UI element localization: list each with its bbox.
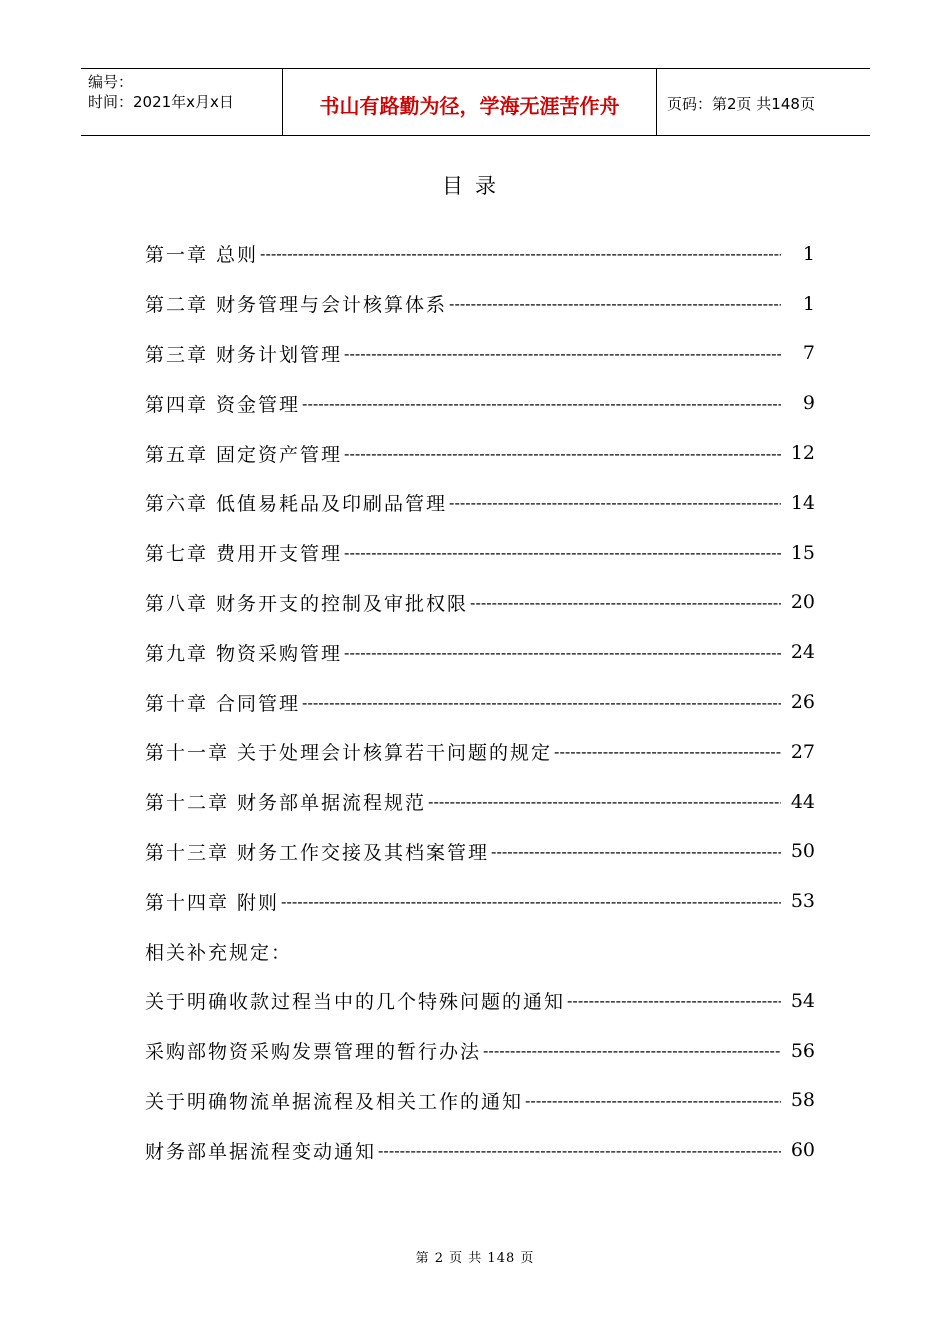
toc-entry[interactable] bbox=[145, 378, 815, 428]
toc-entry-label: 财务部单据流程变动通知 bbox=[145, 1140, 377, 1163]
header-page-info: 页码：第2页 共148页 bbox=[667, 94, 815, 113]
toc-entry[interactable] bbox=[145, 1125, 815, 1175]
toc-entry[interactable] bbox=[145, 1076, 815, 1126]
toc-entry[interactable] bbox=[145, 876, 815, 926]
toc-entry[interactable] bbox=[145, 578, 815, 628]
toc-entry-label: 第十四章 附则 bbox=[145, 891, 280, 914]
toc-dot-leader bbox=[344, 543, 781, 562]
toc-entry-label: 第六章 低值易耗品及印刷品管理 bbox=[145, 493, 448, 516]
toc-dot-leader bbox=[260, 244, 781, 263]
toc-title: 目录 bbox=[442, 174, 508, 198]
toc-dot-leader bbox=[470, 593, 781, 612]
toc-dot-leader bbox=[302, 693, 781, 712]
toc-entry-label: 第四章 资金管理 bbox=[145, 393, 301, 416]
toc-entry[interactable] bbox=[145, 428, 815, 478]
toc-entry[interactable] bbox=[145, 677, 815, 727]
toc-entry-page-number: 20 bbox=[790, 591, 815, 614]
toc-entry[interactable] bbox=[145, 976, 815, 1026]
toc-dot-leader bbox=[554, 742, 781, 761]
toc-entry[interactable] bbox=[145, 926, 815, 976]
toc-entry-page-number: 9 bbox=[802, 392, 815, 415]
toc-entry-page-number: 54 bbox=[790, 989, 815, 1012]
toc-entry-label: 相关补充规定： bbox=[145, 941, 293, 964]
toc-entry-label: 第九章 物资采购管理 bbox=[145, 642, 343, 665]
document-header bbox=[81, 68, 870, 136]
toc-entry-page-number: 44 bbox=[790, 790, 815, 813]
toc-entry-label: 第十三章 财务工作交接及其档案管理 bbox=[145, 841, 490, 864]
toc-dot-leader bbox=[449, 493, 781, 512]
toc-entry-page-number: 24 bbox=[790, 641, 815, 664]
toc-entry[interactable] bbox=[145, 478, 815, 528]
toc-dot-leader bbox=[281, 892, 781, 911]
toc-entry[interactable] bbox=[145, 777, 815, 827]
toc-entry-label: 第二章 财务管理与会计核算体系 bbox=[145, 294, 448, 317]
toc-entry-page-number: 26 bbox=[790, 691, 815, 714]
toc-entry-page-number: 12 bbox=[790, 442, 815, 465]
table-of-contents bbox=[145, 229, 815, 1175]
toc-dot-leader bbox=[344, 643, 781, 662]
header-page-cell bbox=[657, 69, 870, 135]
header-motto-cell bbox=[283, 69, 657, 135]
toc-entry-label: 第十二章 财务部单据流程规范 bbox=[145, 792, 427, 815]
toc-entry-page-number: 60 bbox=[790, 1139, 815, 1162]
header-meta-cell bbox=[81, 69, 283, 135]
motto-text: 书山有路勤为径，学海无涯苦作舟 bbox=[319, 93, 620, 118]
toc-entry-label: 关于明确收款过程当中的几个特殊问题的通知 bbox=[145, 991, 566, 1014]
toc-entry-page-number: 58 bbox=[790, 1089, 815, 1112]
toc-dot-leader bbox=[344, 444, 781, 463]
toc-entry-label: 关于明确物流单据流程及相关工作的通知 bbox=[145, 1090, 524, 1113]
toc-entry-label: 第七章 费用开支管理 bbox=[145, 543, 343, 566]
toc-entry[interactable] bbox=[145, 329, 815, 379]
toc-entry[interactable] bbox=[145, 528, 815, 578]
toc-entry-label: 第十一章 关于处理会计核算若干问题的规定 bbox=[145, 742, 553, 765]
toc-entry-label: 第十章 合同管理 bbox=[145, 692, 301, 715]
toc-dot-leader bbox=[344, 344, 781, 363]
toc-dot-leader bbox=[483, 1041, 781, 1060]
toc-entry-page-number: 50 bbox=[790, 840, 815, 863]
toc-entry-label: 采购部物资采购发票管理的暂行办法 bbox=[145, 1041, 482, 1064]
toc-entry-page-number: 7 bbox=[802, 342, 815, 365]
toc-entry[interactable] bbox=[145, 627, 815, 677]
toc-dot-leader bbox=[378, 1141, 781, 1160]
toc-dot-leader bbox=[525, 1091, 781, 1110]
toc-dot-leader bbox=[567, 991, 781, 1010]
toc-entry-page-number: 1 bbox=[802, 292, 815, 315]
toc-entry-label: 第五章 固定资产管理 bbox=[145, 443, 343, 466]
toc-dot-leader bbox=[302, 394, 781, 413]
toc-entry-page-number: 1 bbox=[802, 242, 815, 265]
toc-entry[interactable] bbox=[145, 727, 815, 777]
toc-entry[interactable] bbox=[145, 229, 815, 279]
toc-entry-page-number: 53 bbox=[790, 890, 815, 913]
toc-entry-page-number: 56 bbox=[790, 1039, 815, 1062]
toc-entry[interactable] bbox=[145, 827, 815, 877]
serial-number-label: 编号： bbox=[88, 73, 134, 91]
toc-entry-label: 第八章 财务开支的控制及审批权限 bbox=[145, 592, 469, 615]
toc-dot-leader bbox=[491, 842, 781, 861]
toc-dot-leader bbox=[428, 792, 781, 811]
toc-entry-label: 第三章 财务计划管理 bbox=[145, 343, 343, 366]
page-footer: 第 2 页 共 148 页 bbox=[415, 1251, 535, 1266]
toc-entry-page-number: 14 bbox=[790, 491, 815, 514]
toc-entry[interactable] bbox=[145, 279, 815, 329]
toc-entry-page-number: 15 bbox=[790, 541, 815, 564]
toc-entry[interactable] bbox=[145, 1026, 815, 1076]
toc-dot-leader bbox=[449, 294, 781, 313]
toc-entry-label: 第一章 总则 bbox=[145, 244, 259, 267]
date-label: 时间：2021年x月x日 bbox=[88, 93, 234, 111]
toc-entry-page-number: 27 bbox=[790, 740, 815, 763]
